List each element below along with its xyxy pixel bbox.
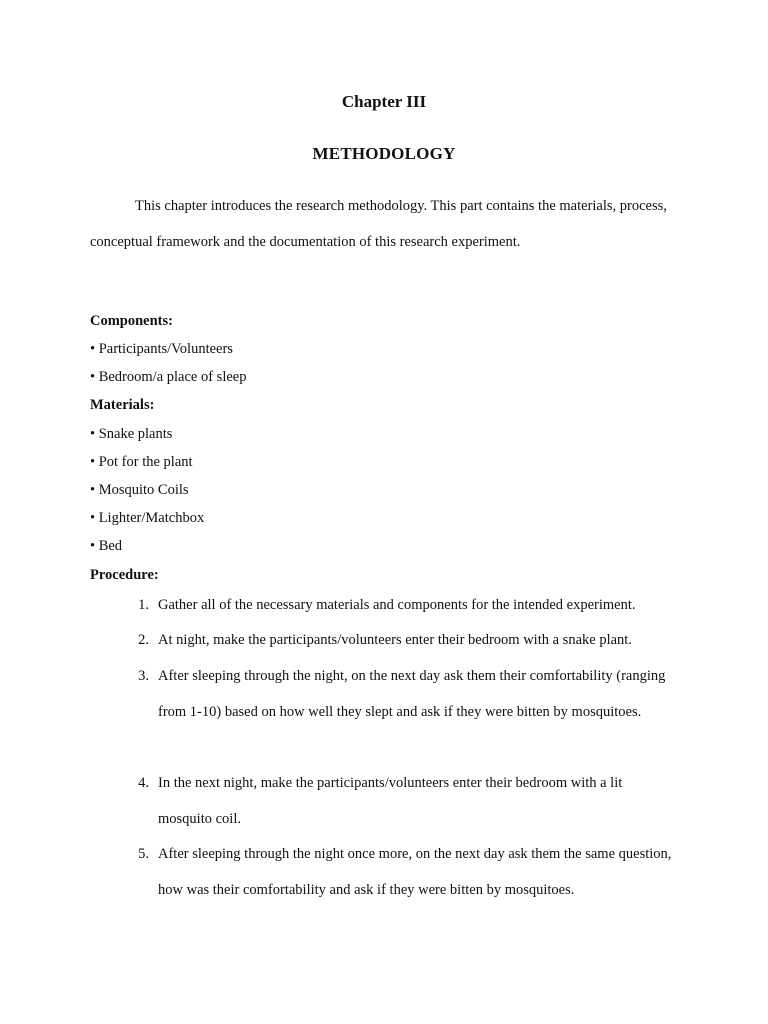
chapter-number: Chapter III <box>341 92 427 111</box>
procedure-heading: Procedure: <box>90 567 159 583</box>
step-text: Gather all of the necessary materials and components for the intended experiment. <box>158 597 636 613</box>
material-item: • Mosquito Coils <box>90 482 189 498</box>
intro-paragraph: This chapter introduces the research methodology. This part contains the materials, process, conceptual framework and the documentation of this research experiment. <box>90 198 667 250</box>
material-item: • Pot for the plant <box>90 454 193 470</box>
step-text: In the next night, make the participants/volunteers enter their bedroom with a lit mosquito coil. <box>158 775 623 827</box>
step-text: At night, make the participants/volunteers enter their bedroom with a snake plant. <box>158 632 632 648</box>
step-number: 3. <box>138 668 149 684</box>
material-item: • Lighter/Matchbox <box>90 510 205 526</box>
components-heading: Components: <box>90 313 173 329</box>
materials-heading: Materials: <box>90 397 155 413</box>
step-text: After sleeping through the night once more, on the next day ask them the same question, how was their comfortability and ask if they were bitten by mosquitoes. <box>158 846 672 898</box>
step-number: 1. <box>138 597 149 613</box>
step-number: 4. <box>138 775 149 791</box>
component-item: • Bedroom/a place of sleep <box>90 369 247 385</box>
component-item: • Participants/Volunteers <box>90 341 233 357</box>
chapter-title: METHODOLOGY <box>312 144 456 163</box>
material-item: • Bed <box>90 538 123 554</box>
material-item: • Snake plants <box>90 426 173 442</box>
step-number: 5. <box>138 846 149 862</box>
step-text: After sleeping through the night, on the next day ask them their comfortability (ranging from 1-10) based on how well they slept and ask if they were bitten by mosquitoes. <box>158 668 666 720</box>
step-number: 2. <box>138 632 149 648</box>
